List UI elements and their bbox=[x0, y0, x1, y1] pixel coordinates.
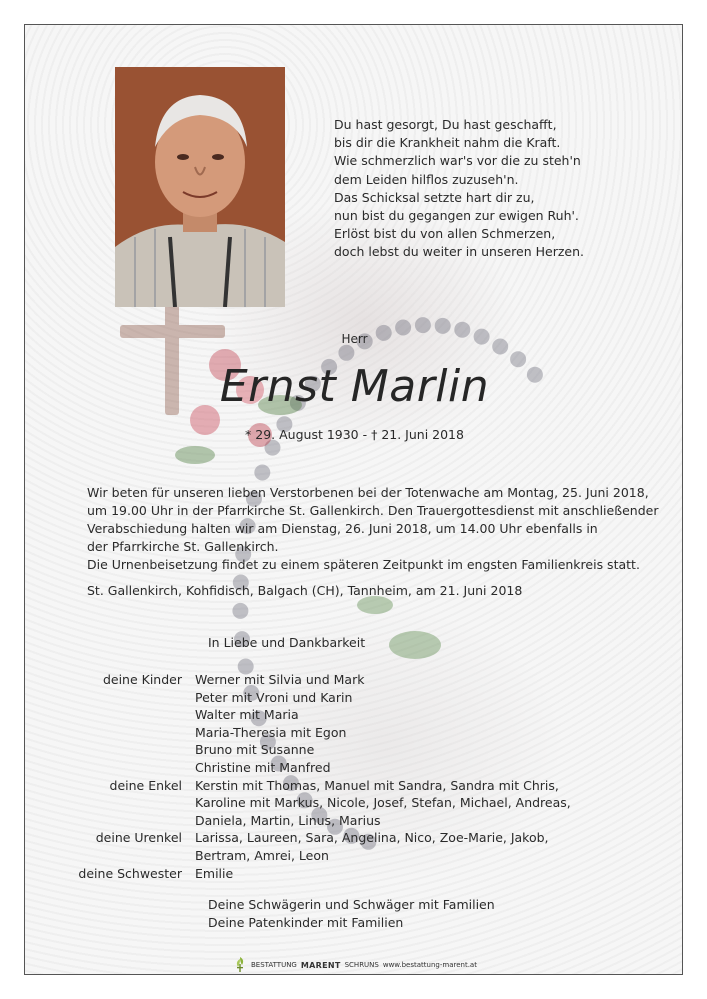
rosary-bead bbox=[254, 465, 270, 481]
mourner-name: Kerstin mit Thomas, Manuel mit Sandra, Sandra mit Chris, bbox=[195, 777, 559, 793]
rosary-bead bbox=[232, 603, 248, 619]
group-label: deine Kinder bbox=[102, 672, 182, 687]
mourners-intro: In Liebe und Dankbarkeit bbox=[208, 635, 366, 650]
mourner-name: Karoline mit Markus, Nicole, Josef, Stefan, Michael, Andreas, bbox=[195, 795, 571, 811]
poem-line: doch lebst du weiter in unseren Herzen. bbox=[334, 244, 584, 260]
mourner-name: Maria-Theresia mit Egon bbox=[195, 724, 347, 740]
mourner-name: Emilie bbox=[195, 865, 234, 881]
mourner-group-sister bbox=[65, 865, 571, 883]
poem bbox=[334, 116, 584, 262]
footer-town: SCHRUNS bbox=[344, 961, 379, 969]
announcement-line: Wir beten für unseren lieben Verstorbenen bei der Totenwache am Montag, 25. Juni 2018, bbox=[87, 485, 649, 500]
group-label: deine Schwester bbox=[78, 865, 182, 881]
portrait-photo bbox=[115, 67, 285, 307]
announcement-line: um 19.00 Uhr in der Pfarrkirche St. Gallenkirch. Den Trauergottesdienst mit anschließender bbox=[87, 503, 659, 518]
footer-website: www.bestattung-marent.at bbox=[382, 961, 477, 969]
mourner-group-children bbox=[65, 671, 571, 777]
rosary-bead bbox=[338, 345, 354, 361]
poem-line: Wie schmerzlich war's vor die zu steh'n bbox=[334, 153, 581, 169]
footer-brand: MARENT bbox=[300, 960, 341, 970]
obituary-card bbox=[24, 24, 683, 975]
mourner-name: Bruno mit Susanne bbox=[195, 742, 315, 758]
mourner-name: Werner mit Silvia und Mark bbox=[195, 672, 365, 687]
footer-prefix: BESTATTUNG bbox=[251, 961, 297, 969]
poem-line: nun bist du gegangen zur ewigen Ruh'. bbox=[334, 208, 579, 224]
poem-line: Das Schicksal setzte hart dir zu, bbox=[334, 189, 535, 205]
group-label: deine Urenkel bbox=[95, 830, 182, 846]
funeral-home-footer bbox=[233, 956, 477, 974]
announcement-line: Die Urnenbeisetzung findet zu einem späteren Zeitpunkt im engsten Familienkreis statt. bbox=[87, 557, 640, 572]
rosary-bead bbox=[415, 317, 431, 333]
announcement-text bbox=[87, 484, 659, 574]
mourner-name: Christine mit Manfred bbox=[195, 759, 331, 775]
life-dates: * 29. August 1930 - † 21. Juni 2018 bbox=[245, 427, 464, 442]
leaf-cross-icon bbox=[233, 956, 247, 974]
extra-line: Deine Schwägerin und Schwäger mit Familien bbox=[208, 897, 495, 912]
poem-line: Erlöst bist du von allen Schmerzen, bbox=[334, 226, 556, 242]
mourner-name: Walter mit Maria bbox=[195, 707, 299, 723]
poem-line: Du hast gesorgt, Du hast geschafft, bbox=[334, 117, 557, 132]
mourners-list bbox=[65, 671, 571, 882]
announcement-line: der Pfarrkirche St. Gallenkirch. bbox=[87, 539, 279, 554]
extra-line: Deine Patenkinder mit Familien bbox=[208, 914, 404, 930]
mourner-name: Daniela, Martin, Linus, Marius bbox=[195, 812, 381, 828]
mourner-name: Larissa, Laureen, Sara, Angelina, Nico, Zoe-Marie, Jakob, bbox=[195, 830, 549, 846]
mourner-name: Peter mit Vroni und Karin bbox=[195, 689, 353, 705]
group-label: deine Enkel bbox=[109, 777, 182, 793]
mourner-group-great-grandchildren bbox=[65, 829, 571, 864]
deceased-name: Ernst Marlin bbox=[219, 361, 490, 412]
poem-line: bis dir die Krankheit nahm die Kraft. bbox=[334, 135, 561, 151]
poem-line: dem Leiden hilflos zuzuseh'n. bbox=[334, 171, 519, 187]
place-date: St. Gallenkirch, Kohfidisch, Balgach (CH), Tannheim, am 21. Juni 2018 bbox=[87, 583, 523, 598]
announcement-line: Verabschiedung halten wir am Dienstag, 26. Juni 2018, um 14.00 Uhr ebenfalls in bbox=[87, 521, 598, 536]
salutation: Herr bbox=[341, 332, 368, 346]
mourner-group-grandchildren bbox=[65, 777, 571, 830]
mourner-name: Bertram, Amrei, Leon bbox=[195, 847, 329, 863]
mourners-extras bbox=[208, 896, 495, 931]
